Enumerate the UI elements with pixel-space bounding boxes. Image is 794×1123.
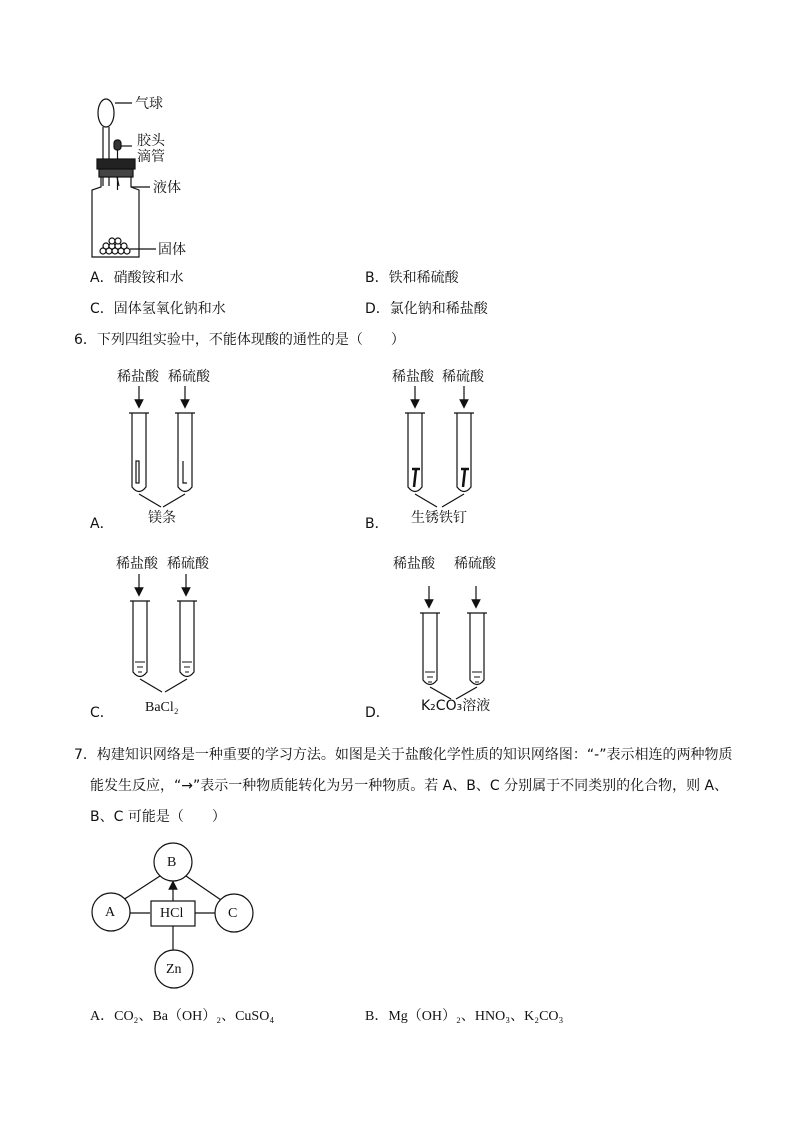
q6-d-acid2: 稀硫酸 — [454, 556, 496, 572]
q6-c-acid2: 稀硫酸 — [167, 556, 209, 572]
label-dropper-1: 胶头 — [137, 133, 165, 149]
q6-a-acid2: 稀硫酸 — [168, 369, 210, 385]
node-hcl-label: HCl — [160, 906, 184, 921]
label-solid: 固体 — [158, 242, 186, 258]
q6-c-reagent: BaCl₂ — [145, 700, 179, 715]
q7-option-b: B．Mg（OH）₂、HNO₃、K₂CO₃ — [365, 1009, 564, 1024]
q7-stem-line2: 能发生反应，“→”表示一种物质能转化为另一种物质。若 A、B、C 分别属于不同类别的化合物，则 A、 — [90, 778, 729, 794]
label-liquid: 液体 — [153, 180, 181, 196]
q5-option-d: D．氯化钠和稀盐酸 — [365, 301, 488, 317]
q7-stem-line3: B、C 可能是（ ） — [90, 809, 226, 825]
q6-d-acid1: 稀盐酸 — [393, 556, 435, 572]
q6-b-acid2: 稀硫酸 — [442, 369, 484, 385]
node-a-label: A — [105, 905, 116, 920]
q6-b-letter: B． — [365, 516, 389, 532]
label-balloon: 气球 — [135, 96, 163, 112]
q6-a-letter: A． — [90, 516, 114, 532]
q7-stem-line1: 7．构建知识网络是一种重要的学习方法。如图是关于盐酸化学性质的知识网络图：“-”表示相连的两种物质 — [74, 747, 733, 763]
q6-c-letter: C． — [90, 705, 114, 721]
q6-stem: 6．下列四组实验中，不能体现酸的通性的是（ ） — [74, 332, 405, 348]
q6-b-acid1: 稀盐酸 — [392, 369, 434, 385]
q7-option-a: A．CO₂、Ba（OH）₂、CuSO₄ — [90, 1009, 275, 1024]
q6-a-acid1: 稀盐酸 — [117, 369, 159, 385]
q5-option-b: B．铁和稀硫酸 — [365, 270, 459, 286]
q6-a-reagent: 镁条 — [148, 510, 176, 526]
q6-d-reagent: K₂CO₃溶液 — [421, 698, 491, 714]
q6-c-acid1: 稀盐酸 — [116, 556, 158, 572]
label-dropper-2: 滴管 — [137, 149, 165, 165]
node-c-label: C — [228, 906, 238, 921]
q5-option-c: C．固体氢氧化钠和水 — [90, 301, 226, 317]
q6-d-letter: D． — [365, 705, 390, 721]
q6-b-reagent: 生锈铁钉 — [411, 510, 467, 526]
node-b-label: B — [167, 855, 177, 870]
node-zn-label: Zn — [166, 962, 182, 977]
q5-option-a: A．硝酸铵和水 — [90, 270, 184, 286]
